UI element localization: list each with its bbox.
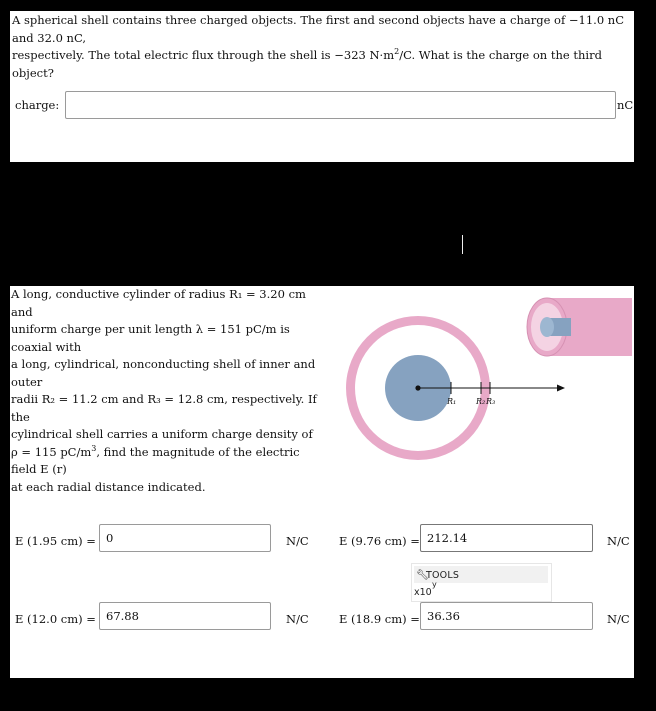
e-field-label-4: E (18.9 cm) = [339,612,420,626]
radial-arrowhead [557,385,565,392]
cylinder-3d-diagram [522,292,632,362]
e-field-unit-4: N/C [607,612,630,626]
e-field-unit-1: N/C [286,534,309,548]
e-field-label-2: E (9.76 cm) = [339,534,420,548]
core-end [540,317,554,337]
tools-subscript: y [432,580,437,589]
problem-2-line: cylindrical shell carries a uniform charge density of [11,427,313,441]
tools-popup[interactable] [411,563,552,602]
tools-label: TOOLS [426,570,460,581]
problem-2-line: uniform charge per unit length λ = 151 pC/m is coaxial with [11,322,290,354]
rho-exponent: 3 [91,443,97,453]
problem-2-line: at each radial distance indicated. [11,479,206,494]
field-question-text: , find the magnitude of the electric field E (r) [11,444,300,476]
flux-text-end: /C. What is the charge on the third object? [12,48,602,80]
problem-1-line-1: A spherical shell contains three charged objects. The first and second objects have a charge of −11.0 nC and 32.0 nC, [12,13,624,45]
flux-text: respectively. The total electric flux through the shell is −323 N·m [12,48,395,62]
e-field-label-1: E (1.95 cm) = [15,534,96,548]
e-field-unit-3: N/C [286,612,309,626]
problem-2-line: a long, cylindrical, nonconducting shell of inner and outer [11,357,316,389]
flux-exponent: 2 [394,47,400,57]
problem-1-text [12,12,632,82]
e-field-input-2[interactable]: 212.14 [420,524,593,552]
r1-label: R₁ [447,397,457,406]
e-field-input-3[interactable]: 67.88 [99,602,271,630]
rho-text: ρ = 115 pC/m [11,444,92,459]
problem-1-panel [10,11,634,162]
problem-2-line [11,444,321,479]
charge-unit: nC [617,98,634,112]
tools-bar[interactable] [414,566,548,589]
e-field-unit-2: N/C [607,534,630,548]
problem-2-line: radii R₂ = 11.2 cm and R₃ = 12.8 cm, respectively. If the [11,392,317,424]
problem-2-panel [10,286,634,678]
wrench-icon: 🔧︎ [416,570,429,581]
e-field-label-3: E (12.0 cm) = [15,612,96,626]
e-field-input-4[interactable]: 36.36 [420,602,593,630]
charge-label: charge: [15,98,60,112]
r3-label: R₃ [486,397,496,406]
text-cursor [462,235,463,254]
problem-1-line-2 [12,47,632,82]
r2-label: R₂ [476,397,486,406]
e-field-input-1[interactable]: 0 [99,524,271,552]
problem-2-text [11,286,321,496]
charge-input[interactable] [65,91,616,119]
problem-2-line: A long, conductive cylinder of radius R₁ = 3.20 cm and [11,287,306,319]
scientific-notation-button[interactable]: x10 [414,587,432,598]
